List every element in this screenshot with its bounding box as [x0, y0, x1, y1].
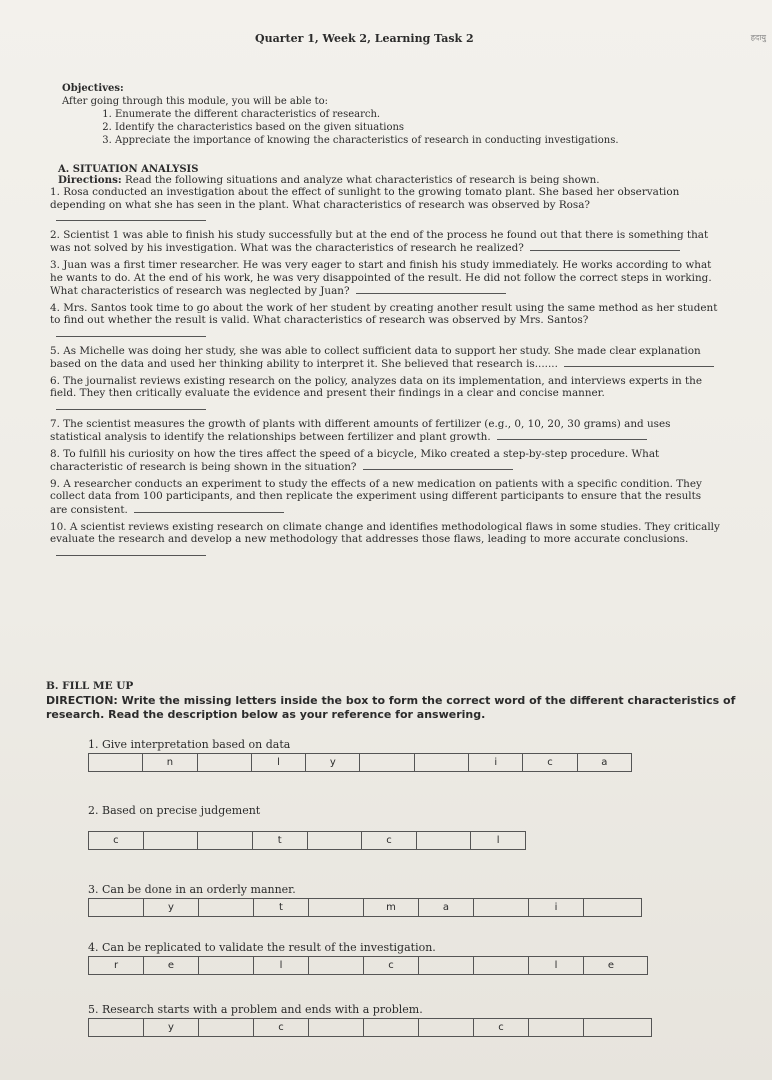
list-item: 10. A scientist reviews existing research on climate change and identifies methodological flaws in some studies. They critically evaluate the research and develop a new methodology that addresses those flaws, leading to more accurate conclusions.	[50, 521, 720, 560]
letter-box[interactable]: t	[254, 899, 309, 916]
letter-box[interactable]	[198, 754, 252, 771]
letter-box[interactable]	[144, 832, 199, 849]
letter-box[interactable]	[360, 754, 414, 771]
letter-box[interactable]	[198, 832, 253, 849]
letter-box[interactable]: m	[364, 899, 419, 916]
letter-box[interactable]: l	[252, 754, 306, 771]
answer-blank[interactable]	[363, 460, 513, 470]
list-item: 7. The scientist measures the growth of plants with different amounts of fertilizer (e.g., 0, 10, 20, 30 grams) and uses statistical analysis to identify the relationships between fertilizer and plant growth.	[50, 417, 671, 444]
letter-box[interactable]: c	[523, 754, 577, 771]
situation-list	[50, 186, 720, 563]
section-a-directions	[58, 174, 738, 186]
list-item: 1. Rosa conducted an investigation about the effect of sunlight to the growing tomato plant. She based her observation depending on what she has seen in the plant. What characteristics of research was observed by Rosa?	[50, 186, 720, 225]
letter-box[interactable]	[199, 899, 254, 916]
fill-question-3	[88, 883, 642, 917]
directions-label: Directions:	[58, 174, 122, 186]
page-title: Quarter 1, Week 2, Learning Task 2	[255, 32, 474, 45]
letter-box[interactable]: l	[254, 957, 309, 974]
letter-box[interactable]: y	[306, 754, 360, 771]
question-label: 4. Can be replicated to validate the result of the investigation.	[88, 941, 436, 954]
question-label: 2. Based on precise judgement	[88, 804, 261, 817]
question-label: 5. Research starts with a problem and ends with a problem.	[88, 1003, 423, 1016]
section-b-directions: DIRECTION: Write the missing letters inside the box to form the correct word of the different characteristics of research. Read the description below as your reference for answering.	[46, 694, 736, 721]
letter-box[interactable]: n	[143, 754, 197, 771]
letter-box[interactable]: a	[419, 899, 474, 916]
answer-blank[interactable]	[356, 284, 506, 294]
letter-box[interactable]	[584, 899, 638, 916]
list-item: 6. The journalist reviews existing research on the policy, analyzes data on its implementation, and interviews experts in the field. They then critically evaluate the evidence and present their findings in a clear and concise manner.	[50, 375, 720, 414]
letter-boxes	[88, 898, 642, 917]
letter-box[interactable]: t	[253, 832, 308, 849]
answer-blank[interactable]	[56, 546, 206, 556]
fill-question-2	[88, 804, 526, 850]
letter-box[interactable]	[529, 1019, 584, 1036]
corner-stamp: हदायु	[750, 33, 766, 42]
letter-box[interactable]	[308, 832, 363, 849]
list-item: 5. As Michelle was doing her study, she was able to collect sufficient data to support her study. She made clear explanation based on the data and used her thinking ability to interpret it. She believed that research is.......	[50, 345, 720, 371]
letter-box[interactable]	[474, 957, 529, 974]
fill-question-5	[88, 1003, 652, 1037]
letter-box[interactable]	[309, 957, 364, 974]
directions-text: Read the following situations and analyze what characteristics of research is being shown.	[121, 174, 600, 186]
fill-question-4	[88, 941, 648, 975]
letter-box[interactable]	[199, 1019, 254, 1036]
objectives-label: Objectives:	[62, 83, 124, 94]
letter-box[interactable]	[89, 1019, 144, 1036]
objectives-block	[62, 82, 619, 147]
question-label: 3. Can be done in an orderly manner.	[88, 883, 296, 896]
letter-box[interactable]	[419, 957, 474, 974]
letter-box[interactable]: c	[254, 1019, 309, 1036]
letter-box[interactable]: c	[362, 832, 417, 849]
answer-blank[interactable]	[530, 241, 680, 251]
letter-boxes	[88, 1018, 652, 1037]
letter-box[interactable]	[364, 1019, 419, 1036]
answer-blank[interactable]	[134, 503, 284, 513]
objective-item: 2. Identify the characteristics based on the given situations	[115, 121, 619, 134]
section-a-title: A. SITUATION ANALYSIS	[58, 164, 199, 175]
question-label: 1. Give interpretation based on data	[88, 738, 291, 751]
letter-box[interactable]	[309, 899, 364, 916]
list-item: 2. Scientist 1 was able to finish his study successfully but at the end of the process he found out that there is something that was not solved by his investigation. What was the characteristics of research he realized?	[50, 228, 709, 255]
objective-item: 1. Enumerate the different characteristics of research.	[115, 108, 619, 121]
list-item: 9. A researcher conducts an experiment to study the effects of a new medication on patients with a specific condition. They collect data from 100 participants, and then replicate the experiment using different participants to ensure that the results are consistent.	[50, 477, 702, 517]
letter-box[interactable]: a	[601, 757, 608, 768]
section-b-title: B. FILL ME UP	[46, 680, 134, 692]
letter-box[interactable]: l	[529, 957, 584, 974]
letter-box[interactable]: y	[144, 899, 199, 916]
answer-blank[interactable]	[56, 211, 206, 221]
objective-item: 3. Appreciate the importance of knowing the characteristics of research in conducting investigations.	[115, 134, 619, 147]
list-item: 3. Juan was a first timer researcher. He was very eager to start and finish his study immediately. He works according to what he wants to do. At the end of his work, he was very disappointed of the result. He did not follow the correct steps in working. What characteristics of research was neglected by Juan?	[50, 258, 712, 298]
letter-box[interactable]: e	[607, 960, 615, 971]
letter-box[interactable]	[417, 832, 472, 849]
letter-box[interactable]	[415, 754, 469, 771]
list-item: 8. To fulfill his curiosity on how the tires affect the speed of a bicycle, Miko created a step-by-step procedure. What characteristic of research is being shown in the situation?	[50, 447, 660, 474]
letter-boxes	[88, 956, 648, 975]
letter-boxes	[88, 831, 526, 850]
letter-box[interactable]: c	[474, 1019, 529, 1036]
letter-box[interactable]: e	[144, 957, 199, 974]
letter-box[interactable]: y	[144, 1019, 199, 1036]
answer-blank[interactable]	[564, 357, 714, 367]
letter-boxes	[88, 753, 632, 772]
answer-blank[interactable]	[56, 327, 206, 337]
letter-box[interactable]: c	[364, 957, 419, 974]
letter-box[interactable]: c	[89, 832, 144, 849]
answer-blank[interactable]	[56, 400, 206, 410]
letter-box[interactable]	[309, 1019, 364, 1036]
letter-box[interactable]	[584, 1019, 638, 1036]
letter-box[interactable]	[199, 957, 254, 974]
letter-box[interactable]	[474, 899, 529, 916]
letter-box[interactable]: l	[496, 835, 500, 846]
objectives-intro: After going through this module, you will be able to:	[62, 96, 328, 107]
letter-box[interactable]: r	[89, 957, 144, 974]
letter-box[interactable]	[89, 754, 143, 771]
fill-question-1	[88, 738, 632, 772]
letter-box[interactable]	[419, 1019, 474, 1036]
answer-blank[interactable]	[497, 430, 647, 440]
letter-box[interactable]: i	[529, 899, 584, 916]
letter-box[interactable]: i	[469, 754, 523, 771]
list-item: 4. Mrs. Santos took time to go about the work of her student by creating another result using the same method as her student to find out whether the result is valid. What characteristics of research was observed by Mrs. Santos?	[50, 302, 720, 341]
letter-box[interactable]	[89, 899, 144, 916]
